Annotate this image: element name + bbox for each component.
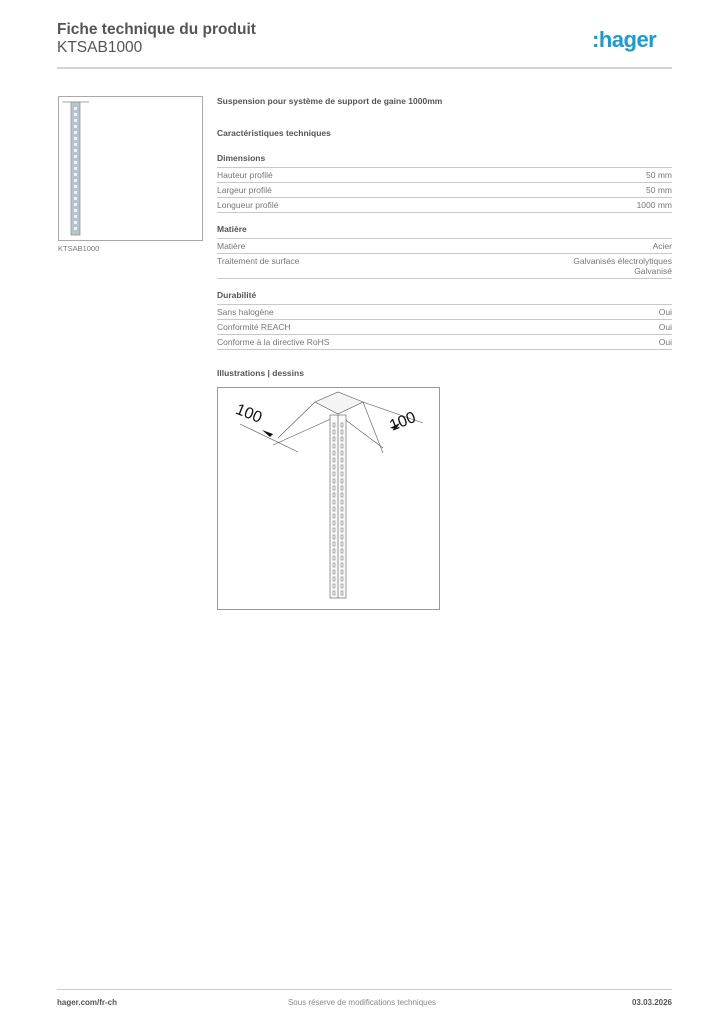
- spec-value: Oui: [658, 337, 672, 347]
- spec-section-title: Dimensions: [217, 153, 672, 168]
- profile-hole: [74, 131, 77, 134]
- profile-hole: [74, 167, 77, 170]
- spec-row: [217, 168, 672, 183]
- header-divider: [57, 67, 672, 69]
- footer-divider: [57, 989, 672, 990]
- spec-value: 1000 mm: [636, 200, 672, 210]
- spec-row: [217, 183, 672, 198]
- spec-value: 50 mm: [646, 185, 672, 195]
- profile-hole: [74, 185, 77, 188]
- product-thumbnail: [58, 96, 203, 241]
- profile-hole: [74, 149, 77, 152]
- profile-hole: [74, 227, 77, 230]
- footer-website[interactable]: hager.com/fr-ch: [57, 998, 118, 1007]
- profile-hole: [74, 155, 77, 158]
- spec-row: [217, 198, 672, 213]
- profile-hole: [74, 125, 77, 128]
- profile-hole: [74, 173, 77, 176]
- profile-hole: [74, 197, 77, 200]
- footer-date: 03.03.2026: [631, 998, 672, 1007]
- page-title: Fiche technique du produit: [57, 21, 256, 38]
- product-code: KTSAB1000: [57, 39, 143, 56]
- spec-row: [217, 305, 672, 320]
- hager-logo: :hager: [592, 27, 657, 52]
- profile-hole: [74, 143, 77, 146]
- footer-notice: Sous réserve de modifications techniques: [287, 998, 437, 1007]
- spec-column: [217, 96, 672, 350]
- profile-hole: [74, 107, 77, 110]
- spec-section-title: Durabilité: [217, 290, 672, 305]
- specs-heading: Caractéristiques techniques: [217, 128, 331, 138]
- spec-label: Matière: [217, 241, 246, 251]
- spec-row: [217, 254, 672, 279]
- profile-hole: [74, 137, 77, 140]
- spec-row: [217, 335, 672, 350]
- illustrations-heading: Illustrations | dessins: [217, 368, 304, 378]
- profile-hole: [74, 119, 77, 122]
- spec-value: Galvanisés électrolytiques Galvanisé: [573, 256, 672, 276]
- spec-row: [217, 239, 672, 254]
- profile-hole: [74, 161, 77, 164]
- spec-value: Oui: [658, 307, 672, 317]
- spec-value: Acier: [652, 241, 672, 251]
- profile-rod-image: [59, 97, 202, 240]
- profile-hole: [74, 209, 77, 212]
- spec-label: Largeur profilé: [217, 185, 272, 195]
- spec-label: Hauteur profilé: [217, 170, 273, 180]
- spec-sections: [217, 153, 672, 350]
- profile-hole: [74, 191, 77, 194]
- profile-hole: [74, 179, 77, 182]
- dimension-right: 100: [387, 408, 419, 435]
- spec-label: Longueur profilé: [217, 200, 279, 210]
- profile-hole: [74, 221, 77, 224]
- spec-label: Sans halogène: [217, 307, 274, 317]
- profile-hole: [74, 113, 77, 116]
- dimension-left: 100: [233, 401, 265, 427]
- profile-hole: [74, 203, 77, 206]
- drawing-svg: [218, 388, 439, 609]
- spec-label: Traitement de surface: [217, 256, 300, 266]
- spec-label: Conforme à la directive RoHS: [217, 337, 330, 347]
- spec-row: [217, 320, 672, 335]
- spec-value: Oui: [658, 322, 672, 332]
- technical-drawing: [217, 387, 440, 610]
- spec-label: Conformité REACH: [217, 322, 291, 332]
- profile-hole: [74, 215, 77, 218]
- spec-section-title: Matière: [217, 224, 672, 239]
- thumbnail-caption: KTSAB1000: [58, 244, 100, 253]
- product-description: Suspension pour système de support de gaine 1000mm: [217, 96, 443, 106]
- spec-value: 50 mm: [646, 170, 672, 180]
